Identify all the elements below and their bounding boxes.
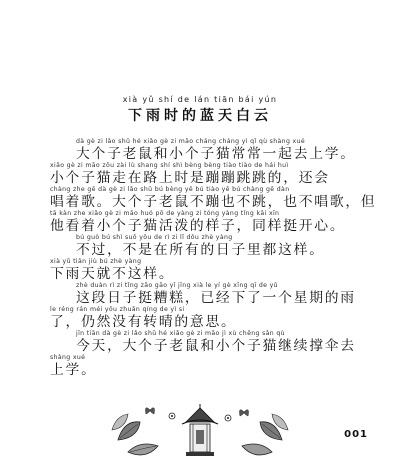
text-line <box>50 210 358 234</box>
line-text: 不过，不是在所有的日子里都这样。 <box>76 242 325 258</box>
line-text: 今天，大个子老鼠和小个子猫继续撑伞去 <box>76 338 356 354</box>
footer-illustration <box>0 400 400 467</box>
title-pinyin: xià yǔ shí de lán tiān bái yún <box>122 95 278 104</box>
butterfly-icon <box>240 410 249 416</box>
text-line <box>50 162 358 186</box>
line-pinyin: le réng rán méi yǒu zhuǎn qíng de yì si <box>50 306 185 313</box>
line-pinyin: shàng xué <box>50 354 86 361</box>
line-pinyin: chàng zhe gē dà gè zi lǎo shǔ bú bèng yě bú tiào yě bú chàng gē dàn <box>50 186 290 193</box>
line-text: 小个子猫走在路上时是蹦蹦跳跳的，还会 <box>50 170 330 186</box>
title-block <box>0 95 400 125</box>
text-line <box>50 330 358 354</box>
line-text: 他看着小个子猫活泼的样子，同样挺开心。 <box>50 218 346 234</box>
line-pinyin: xiǎo gè zi māo zǒu zài lù shang shí shì bèng bèng tiào tiào de hái huì <box>50 162 289 169</box>
line-pinyin: tā kàn zhe xiǎo gè zi māo huó pō de yàng zi tóng yàng tǐng kāi xīn <box>50 210 280 217</box>
text-line <box>50 234 358 258</box>
flower-icon <box>169 413 175 419</box>
line-text: 大个子老鼠和小个子猫常常一起去上学。 <box>76 146 356 162</box>
line-pinyin: jīn tiān dà gè zi lǎo shǔ hé xiǎo gè zi māo jì xù chēng sǎn qù <box>76 330 285 337</box>
text-line <box>50 354 358 378</box>
text-line <box>50 306 358 330</box>
text-line <box>50 258 358 282</box>
leaf-icon <box>128 444 158 455</box>
line-text: 上学。 <box>50 362 97 378</box>
line-pinyin: dà gè zi lǎo shǔ hé xiǎo gè zi māo cháng cháng yì qǐ qù shàng xué <box>76 138 305 145</box>
page-title: 下雨时的蓝天白云 <box>128 108 272 124</box>
butterfly-icon <box>146 408 155 414</box>
lantern-icon <box>182 404 218 456</box>
line-text: 下雨天就不这样。 <box>50 266 175 282</box>
text-line <box>50 138 358 162</box>
line-text: 唱着歌。大个子老鼠不蹦也不跳，也不唱歌，但 <box>50 194 377 210</box>
line-pinyin: xià yǔ tiān jiù bú zhè yàng <box>50 258 142 265</box>
flower-icon <box>225 415 231 421</box>
page-number: 001 <box>344 429 368 440</box>
line-text: 了，仍然没有转晴的意思。 <box>50 314 237 330</box>
line-pinyin: zhè duàn rì zi tǐng zāo gāo yǐ jīng xià le yí gè xīng qī de yǔ <box>76 282 278 289</box>
leaf-icon <box>242 444 272 455</box>
text-line <box>50 282 358 306</box>
story-body <box>50 138 377 378</box>
line-text: 这段日子挺糟糕，已经下了一个星期的雨 <box>76 290 356 306</box>
line-pinyin: bú guò bú shì suǒ yǒu de rì zi lǐ dōu zhè yàng <box>76 234 233 241</box>
text-line <box>50 186 377 210</box>
